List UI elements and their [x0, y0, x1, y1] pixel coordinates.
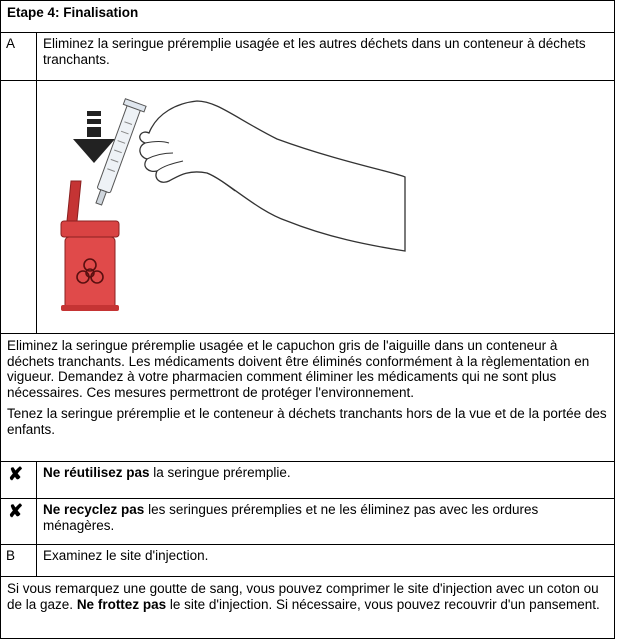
hand-icon — [140, 101, 405, 251]
row-a-text-cell — [37, 33, 614, 80]
cross-icon: ✘ — [8, 464, 24, 484]
warning-1-text-cell — [37, 462, 614, 498]
row-b-text: Examinez le site d'injection. — [43, 548, 209, 563]
final-row — [1, 577, 614, 639]
row-a-label: A — [6, 36, 16, 51]
final-text: Si vous remarquez une goutte de sang, vous pouvez comprimer le site d'injection avec un coton ou de la gaze. Ne frottez pas le site d'injection. Si nécessaire, vous pouvez recouvrir d'un pansement. — [7, 581, 600, 612]
warning-2-text: Ne recyclez pas les seringues préremplies et ne les éliminez pas avec les ordures ménagères. — [43, 502, 539, 533]
illustration-cell — [37, 81, 614, 333]
row-b-label: B — [6, 548, 16, 563]
row-b — [1, 545, 614, 577]
disposal-row — [1, 334, 614, 462]
disposal-paragraph-1: Eliminez la seringue préremplie usagée et le capuchon gris de l'aiguille dans un conteneur à déchets tranchants. Les médicaments doivent être éliminés conformément à la règlementation en vigueur. Demandez à votre pharmacien comment éliminer les médicaments qui ne sont plus nécessaires. Ces mesures permettront de protéger l'environnement. — [7, 338, 590, 400]
warning-row-2 — [1, 499, 614, 545]
row-b-text-cell — [37, 545, 614, 576]
illustration-row — [1, 81, 614, 334]
title-row — [1, 1, 614, 33]
warning-2-text-cell — [37, 499, 614, 544]
cross-icon: ✘ — [8, 501, 24, 521]
disposal-illustration — [37, 81, 615, 333]
disposal-paragraph-2: Tenez la seringue préremplie et le conteneur à déchets tranchants hors de la vue et de la portée des enfants. — [7, 406, 607, 437]
row-a-text: Eliminez la seringue préremplie usagée et les autres déchets dans un conteneur à déchets tranchants. — [43, 36, 586, 67]
illustration-left-cell — [1, 81, 37, 333]
warning-2-icon-cell — [1, 499, 37, 544]
row-a-label-cell — [1, 33, 37, 80]
row-b-label-cell — [1, 545, 37, 576]
sharps-container-icon — [61, 181, 119, 311]
warning-1-text: Ne réutilisez pas la seringue préremplie. — [43, 465, 291, 480]
warning-row-1 — [1, 462, 614, 499]
warning-1-icon-cell — [1, 462, 37, 498]
step-title: Etape 4: Finalisation — [7, 5, 139, 20]
row-a — [1, 33, 614, 81]
